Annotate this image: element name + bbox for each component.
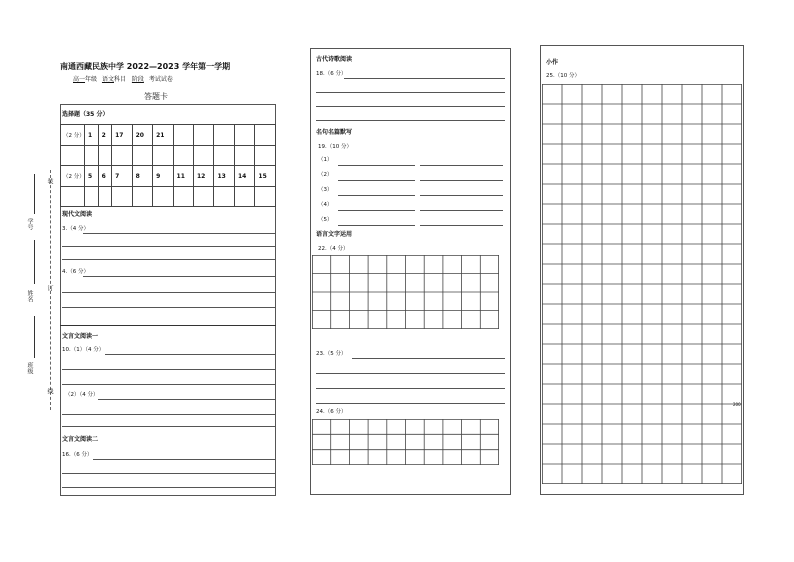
answer-line[interactable] (105, 354, 275, 355)
answer-cell[interactable] (234, 146, 254, 166)
choice-number: 5 (85, 166, 99, 187)
answer-line[interactable] (62, 487, 275, 488)
choice-number (234, 125, 254, 146)
answer-line[interactable] (62, 384, 275, 385)
choice-section-title: 选择题（35 分） (62, 111, 109, 118)
choice-number: 21 (153, 125, 173, 146)
classical-two-title: 文言文阅读二 (62, 436, 99, 443)
seal-mark-2: 订 (46, 285, 53, 291)
q3-label: 3.（4 分） (62, 226, 89, 232)
answer-line[interactable] (62, 414, 275, 415)
dictation-item-2: （2） (318, 172, 333, 178)
dictation-title: 名句名篇默写 (316, 129, 353, 136)
answer-line[interactable] (316, 403, 505, 404)
dictation-item-1: （1） (318, 157, 333, 163)
q18-label: 18.（6 分） (316, 71, 347, 77)
q19-label: 19.（10 分） (318, 144, 352, 150)
choice-number (173, 125, 193, 146)
q22-writing-grid[interactable] (312, 255, 499, 329)
answer-cell[interactable] (173, 187, 193, 207)
choice-answer-grid (60, 124, 276, 207)
q23-label: 23.（5 分） (316, 351, 347, 357)
answer-line[interactable] (62, 246, 275, 247)
stage-label: 阶段 (131, 76, 144, 83)
answer-cell[interactable] (132, 187, 152, 207)
answer-line[interactable] (62, 307, 275, 308)
answer-line[interactable] (344, 78, 505, 79)
q24-writing-grid[interactable] (312, 419, 499, 465)
choice-number: 2 (98, 125, 112, 146)
poetry-title: 古代诗歌阅读 (316, 56, 353, 63)
answer-cell[interactable] (234, 187, 254, 207)
classical-one-title: 文言文阅读一 (62, 333, 99, 340)
answer-cell[interactable] (112, 146, 132, 166)
answer-cell[interactable] (61, 146, 85, 166)
answer-cell[interactable] (255, 146, 276, 166)
seal-mark-3: 线 (46, 388, 53, 394)
answer-line[interactable] (338, 165, 415, 166)
answer-cell[interactable] (61, 187, 85, 207)
grid-lines (312, 255, 499, 329)
q24-label: 24.（6 分） (316, 409, 347, 415)
choice-number: 20 (132, 125, 152, 146)
choice-number: 17 (112, 125, 132, 146)
grid-lines (542, 84, 742, 484)
answer-line[interactable] (316, 388, 505, 389)
answer-cell[interactable] (194, 187, 214, 207)
answer-cell[interactable] (112, 187, 132, 207)
q16-label: 16.（6 分） (62, 452, 93, 458)
grid-lines (312, 419, 499, 465)
row1-score: （2 分） (61, 125, 85, 146)
answer-cell[interactable] (255, 187, 276, 207)
class-label: 班级 (26, 362, 33, 374)
essay-title: 小作 (546, 59, 559, 66)
answer-line[interactable] (338, 225, 415, 226)
answer-line[interactable] (62, 426, 275, 427)
answer-line[interactable] (98, 399, 275, 400)
choice-number: 14 (234, 166, 254, 187)
exam-label: 考试试卷 (148, 76, 173, 83)
name-label: 姓名 (26, 290, 33, 302)
choice-number: 11 (173, 166, 193, 187)
answer-line[interactable] (316, 373, 505, 374)
answer-line[interactable] (316, 92, 505, 93)
choice-number: 13 (214, 166, 234, 187)
modern-reading-title: 现代文阅读 (62, 211, 93, 218)
answer-line[interactable] (93, 459, 275, 460)
choice-number: 1 (85, 125, 99, 146)
answer-cell[interactable] (98, 146, 112, 166)
card-title: 答题卡 (144, 92, 168, 101)
answer-line[interactable] (62, 292, 275, 293)
school-title: 南通西藏民族中学 2022—2023 学年第一学期 (60, 62, 231, 71)
answer-cell[interactable] (194, 146, 214, 166)
essay-writing-grid[interactable] (542, 84, 742, 484)
choice-number: 8 (132, 166, 152, 187)
answer-line[interactable] (62, 259, 275, 260)
answer-line[interactable] (83, 276, 275, 277)
answer-line[interactable] (62, 473, 275, 474)
student-no-field[interactable] (34, 174, 35, 214)
name-field[interactable] (34, 240, 35, 284)
seal-mark-1: 装 (46, 178, 53, 184)
grade-suffix: 年级 (85, 76, 98, 83)
answer-cell[interactable] (214, 187, 234, 207)
answer-cell[interactable] (153, 146, 173, 166)
answer-cell[interactable] (153, 187, 173, 207)
language-use-title: 语言文字运用 (316, 231, 353, 238)
answer-line[interactable] (338, 195, 415, 196)
q25-label: 25.（10 分） (546, 73, 580, 79)
choice-number: 9 (153, 166, 173, 187)
answer-cell[interactable] (85, 146, 99, 166)
answer-line[interactable] (420, 180, 503, 181)
student-no-label: 学号 (26, 218, 33, 230)
answer-line[interactable] (62, 369, 275, 370)
answer-cell[interactable] (214, 146, 234, 166)
answer-line[interactable] (316, 120, 505, 121)
answer-cell[interactable] (132, 146, 152, 166)
answer-line[interactable] (338, 180, 415, 181)
dictation-item-5: （5） (318, 217, 333, 223)
answer-line[interactable] (352, 358, 505, 359)
q10-1-label: 10.（1）（4 分） (62, 347, 105, 353)
answer-cell[interactable] (98, 187, 112, 207)
choice-number (255, 125, 276, 146)
q10-2-label: （2）（4 分） (65, 392, 99, 398)
q4-label: 4.（6 分） (62, 269, 89, 275)
subject-value: 语文 (101, 76, 114, 83)
subject-suffix: 科目 (113, 76, 126, 83)
answer-cell[interactable] (173, 146, 193, 166)
choice-number: 6 (98, 166, 112, 187)
choice-number (194, 125, 214, 146)
answer-line[interactable] (83, 233, 275, 234)
answer-line[interactable] (420, 195, 503, 196)
q22-label: 22.（4 分） (318, 246, 349, 252)
dictation-item-4: （4） (318, 202, 333, 208)
answer-line[interactable] (420, 165, 503, 166)
choice-number: 12 (194, 166, 214, 187)
answer-line[interactable] (316, 106, 505, 107)
row2-score: （2 分） (61, 166, 85, 187)
class-field[interactable] (34, 316, 35, 358)
answer-cell[interactable] (85, 187, 99, 207)
grade-value: 高一 (73, 76, 86, 83)
choice-number: 15 (255, 166, 276, 187)
answer-line[interactable] (420, 225, 503, 226)
answer-line[interactable] (420, 210, 503, 211)
choice-number: 7 (112, 166, 132, 187)
word-count-mark: 200 (733, 402, 741, 407)
dictation-item-3: （3） (318, 187, 333, 193)
choice-number (214, 125, 234, 146)
answer-line[interactable] (338, 210, 415, 211)
exam-info-line (73, 77, 173, 83)
